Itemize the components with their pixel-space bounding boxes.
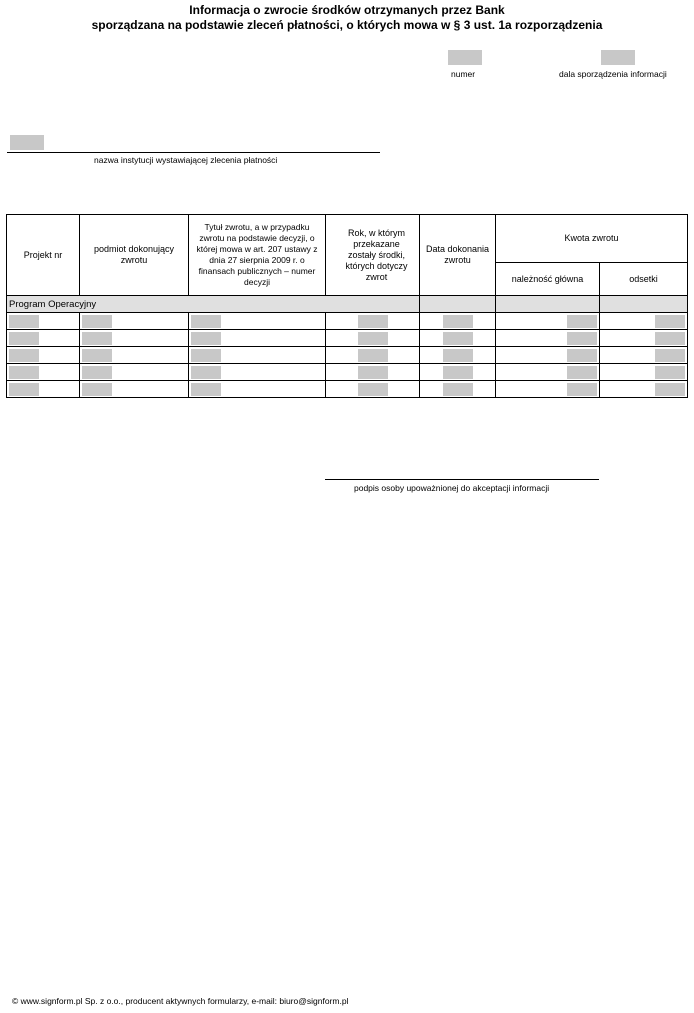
table-row [7,347,688,364]
return-date-input[interactable] [443,366,473,379]
header-project-nr: Projekt nr [7,215,80,296]
institution-line [7,152,380,153]
title-input[interactable] [191,366,221,379]
header-principal: należność główna [496,263,600,296]
interest-input[interactable] [655,349,685,362]
table-row [7,330,688,347]
project-nr-input[interactable] [9,349,39,362]
signature-label: podpis osoby upoważnionej do akceptacji informacji [354,483,550,493]
program-label: Program Operacyjny [7,296,420,313]
footer-text: © www.signform.pl Sp. z o.o., producent aktywnych formularzy, e-mail: biuro@signform.pl [12,996,349,1006]
table-row [7,364,688,381]
entity-input[interactable] [82,332,112,345]
year-input[interactable] [358,332,388,345]
header-year: Rok, w którym przekazane zostały środki, których dotyczy zwrot [326,215,420,296]
project-nr-input[interactable] [9,383,39,396]
interest-input[interactable] [655,315,685,328]
return-date-input[interactable] [443,383,473,396]
header-title-of-return: Tytuł zwrotu, a w przypadku zwrotu na podstawie decyzji, o której mowa w art. 207 ustawy z dnia 27 sierpnia 2009 r. o finansach publicznych – numer decyzji [189,215,326,296]
year-input[interactable] [358,315,388,328]
program-cell-date [420,296,496,313]
title-input[interactable] [191,315,221,328]
table-row [7,381,688,398]
return-date-input[interactable] [443,332,473,345]
principal-input[interactable] [567,366,597,379]
signature-line [325,479,599,480]
year-input[interactable] [358,349,388,362]
entity-input[interactable] [82,315,112,328]
header-amount: Kwota zwrotu [496,215,688,263]
principal-input[interactable] [567,383,597,396]
principal-input[interactable] [567,332,597,345]
header-interest: odsetki [600,263,688,296]
program-cell-interest [600,296,688,313]
entity-input[interactable] [82,349,112,362]
date-input[interactable] [601,50,635,65]
document-title [0,3,694,33]
principal-input[interactable] [567,349,597,362]
title-input[interactable] [191,383,221,396]
program-cell-principal [496,296,600,313]
interest-input[interactable] [655,366,685,379]
year-input[interactable] [358,383,388,396]
header-entity: podmiot dokonujący zwrotu [80,215,189,296]
interest-input[interactable] [655,383,685,396]
interest-input[interactable] [655,332,685,345]
entity-input[interactable] [82,383,112,396]
entity-input[interactable] [82,366,112,379]
date-label: dala sporządzenia informacji [559,69,667,79]
program-row [7,296,688,313]
title-line-1: Informacja o zwrocie środków otrzymanych przez Bank [189,3,505,17]
returns-table [6,214,688,398]
header-return-date: Data dokonania zwrotu [420,215,496,296]
project-nr-input[interactable] [9,315,39,328]
project-nr-input[interactable] [9,332,39,345]
principal-input[interactable] [567,315,597,328]
table-row [7,313,688,330]
return-date-input[interactable] [443,349,473,362]
institution-input[interactable] [10,135,44,150]
title-line-2: sporządzana na podstawie zleceń płatności, o których mowa w § 3 ust. 1a rozporządzenia [91,18,603,32]
year-input[interactable] [358,366,388,379]
return-date-input[interactable] [443,315,473,328]
number-input[interactable] [448,50,482,65]
institution-label: nazwa instytucji wystawiającej zlecenia płatności [94,155,278,165]
title-input[interactable] [191,349,221,362]
number-label: numer [451,69,476,79]
project-nr-input[interactable] [9,366,39,379]
title-input[interactable] [191,332,221,345]
